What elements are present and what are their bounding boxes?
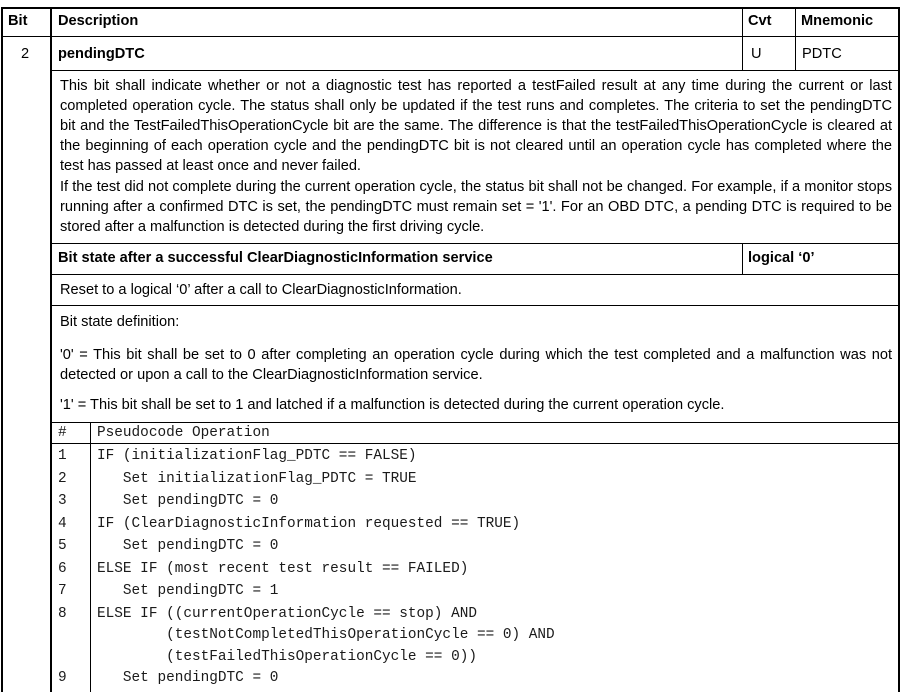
pseudocode-row-number: 3 (58, 493, 67, 509)
rule-bit-col (50, 7, 52, 692)
definition-zero: '0' = This bit shall be set to 0 after completing an operation cycle during which the test completed and a malfunction was not detected or upon a call to the ClearDiagnosticInformation service. (60, 347, 892, 383)
header-description: Description (58, 13, 139, 29)
bit-mnemonic: PDTC (802, 46, 842, 62)
pseudocode-line: ELSE IF ((currentOperationCycle == stop) AND (97, 605, 477, 622)
rule-clear-value-col (742, 243, 743, 274)
rule-clear-label-bottom (52, 274, 900, 275)
pseudocode-header-op: Pseudocode Operation (97, 425, 270, 441)
header-mnemonic: Mnemonic (801, 13, 874, 29)
clear-service-value: logical ‘0’ (748, 250, 815, 266)
pseudocode-line: (testFailedThisOperationCycle == 0)) (97, 648, 477, 665)
pseudocode-row-number: 7 (58, 583, 67, 599)
clear-service-label: Bit state after a successful ClearDiagnosticInformation service (58, 250, 493, 266)
rule-mnemonic-col (795, 7, 796, 70)
pseudocode-row-number: 1 (58, 448, 67, 464)
bit-cvt: U (751, 46, 762, 62)
pseudocode-line: Set pendingDTC = 0 (97, 670, 279, 686)
rule-header-bottom (1, 36, 900, 37)
pseudocode-line: IF (ClearDiagnosticInformation requested == TRUE) (97, 515, 521, 532)
bit-name: pendingDTC (58, 46, 145, 62)
pseudocode-row-number: 6 (58, 560, 67, 577)
rule-desc-bottom (52, 243, 900, 244)
pseudocode-row-number: 5 (58, 538, 67, 554)
definition-one: '1' = This bit shall be set to 1 and latched if a malfunction is detected during the current operation cycle. (60, 397, 725, 413)
pseudocode-line: (testNotCompletedThisOperationCycle == 0) AND (97, 627, 555, 643)
pseudocode-row-number: 8 (58, 605, 67, 622)
pseudocode-row-number: 4 (58, 515, 67, 532)
rule-left (1, 7, 3, 692)
header-cvt: Cvt (748, 13, 772, 29)
rule-cvt-col (742, 7, 743, 70)
pseudocode-line: Set pendingDTC = 1 (97, 583, 279, 599)
rule-code-header-bottom (52, 443, 900, 444)
rule-code-top (52, 422, 900, 423)
pseudocode-header-num: # (58, 425, 67, 441)
header-bit: Bit (8, 13, 28, 29)
pseudocode-line: Set initializationFlag_PDTC = TRUE (97, 470, 417, 487)
description-paragraph-1: This bit shall indicate whether or not a diagnostic test has reported a testFailed result at any time during the current or last completed operation cycle. The status shall only be updated if the test runs and completes. The criteria to set the pendingDTC bit and the TestFailedThisOperationCycle bit are the same. The difference is that the testFailedThisOperationCycle is cleared at the beginning of each operation cycle and the pendingDTC bit is not cleared until an operation cycle has completed where the test has passed at least once and never failed. (60, 78, 892, 174)
pseudocode-row-number: 9 (58, 670, 67, 686)
pseudocode-row-number: 2 (58, 470, 67, 487)
pseudocode-line: Set pendingDTC = 0 (97, 538, 279, 554)
bit-number: 2 (21, 46, 30, 62)
pseudocode-line: ELSE IF (most recent test result == FAILED) (97, 560, 469, 577)
rule-clear-text-bottom (52, 305, 900, 306)
rule-name-bottom (52, 70, 900, 71)
rule-code-num-col (90, 422, 91, 692)
definition-heading: Bit state definition: (60, 314, 180, 330)
pseudocode-line: IF (initializationFlag_PDTC == FALSE) (97, 448, 417, 464)
clear-service-text: Reset to a logical ‘0’ after a call to ClearDiagnosticInformation. (60, 282, 462, 298)
rule-right (898, 7, 900, 692)
rule-top (1, 7, 900, 9)
pseudocode-line: Set pendingDTC = 0 (97, 493, 279, 509)
description-paragraph-2: If the test did not complete during the current operation cycle, the status bit shall not be changed. For example, if a monitor stops running after a confirmed DTC is set, the pendingDTC must remain set = '1'. For an OBD DTC, a pending DTC is required to be stored after a malfunction is detected during the first driving cycle. (60, 179, 892, 235)
